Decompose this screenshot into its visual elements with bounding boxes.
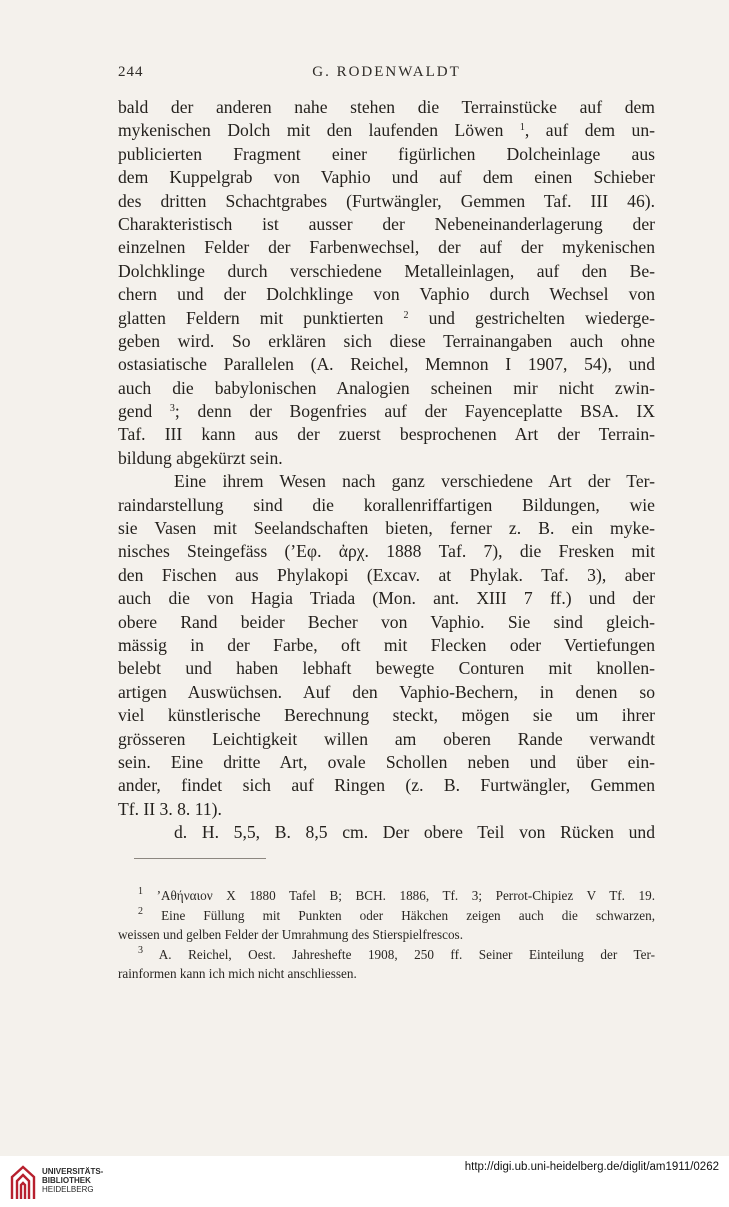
footnote-2-cont: weissen und gelben Felder der Umrahmung des Stierspielfrescos. <box>118 927 463 943</box>
body-text <box>118 96 655 845</box>
page-header <box>118 64 655 86</box>
paragraph-start: d. H. 5,5, B. 8,5 cm. Der obere Teil von Rücken und <box>174 822 655 843</box>
footnote-ref-3: 3 <box>169 403 175 415</box>
university-library-logo-icon <box>8 1163 38 1201</box>
footnote-2: $^2$ Eine Füllung mit Punkten oder Häkchen zeigen auch die schwarzen, <box>138 905 655 923</box>
text-line: bildung abgekürzt sein. <box>118 447 283 468</box>
text-line: auch die von Hagia Triada (Mon. ant. XIII 7 ff.) und der <box>118 588 655 609</box>
text-line: einzelnen Felder der Farbenwechsel, der auf der mykenischen <box>118 237 655 258</box>
text-line: bald der anderen nahe stehen die Terrainstücke auf dem <box>118 97 655 117</box>
text-line: auch die babylonischen Analogien scheinen mir nicht zwin- <box>118 377 655 398</box>
text-line: Dolchklinge durch verschiedene Metalleinlagen, auf den Be- <box>118 260 655 281</box>
footnote-ref-2: 2 <box>403 309 409 321</box>
footnote-3: $^3$ A. Reichel, Oest. Jahreshefte 1908, 250 ff. Seiner Einteilung der Ter- <box>138 944 655 962</box>
page-number: 244 <box>118 64 144 80</box>
footnote-1: $^1$ ’Αθήναιον X 1880 Tafel B; BCH. 1886, Tf. 3; Perrot-Chipiez V Tf. 19. <box>138 886 655 903</box>
text-line: sein. Eine dritte Art, ovale Schollen neben und über ein- <box>118 751 655 772</box>
text-line: viel künstlerische Berechnung steckt, mögen sie um ihrer <box>118 705 655 726</box>
text-line: Tf. II 3. 8. 11). <box>118 798 222 819</box>
text-line: nisches Steingefäss (’Εφ. ἀρχ. 1888 Taf. 7), die Fresken mit <box>118 541 655 562</box>
text-line: artigen Auswüchsen. Auf den Vaphio-Bechern, in denen so <box>118 681 655 702</box>
text-line: grösseren Leichtigkeit willen am oberen Rande verwandt <box>118 728 655 749</box>
text-line: dem Kuppelgrab von Vaphio und auf dem einen Schieber <box>118 167 655 188</box>
text-line: des dritten Schachtgrabes (Furtwängler, Gemmen Taf. III 46). <box>118 190 655 211</box>
text-line: geben wird. So erklären sich diese Terrainangaben auch ohne <box>118 330 655 351</box>
text-line: ostasiatische Parallelen (A. Reichel, Memnon I 1907, 54), und <box>118 354 655 375</box>
text-line: Taf. III kann aus der zuerst besprochenen Art der Terrain- <box>118 424 655 445</box>
institution-name: UNIVERSITÄTS- BIBLIOTHEK HEIDELBERG <box>42 1167 104 1194</box>
footnotes <box>118 886 655 984</box>
text-line: belebt und haben lebhaft bewegte Conturen mit knollen- <box>118 658 655 679</box>
text-line: gend $^3$; denn der Bogenfries auf der Fayenceplatte BSA. IX <box>118 401 656 422</box>
footnote-3-cont: rainformen kann ich mich nicht anschliessen. <box>118 966 357 982</box>
text-line: mykenischen Dolch mit den laufenden Löwen $^1$, auf dem un- <box>118 120 655 141</box>
text-line: mässig in der Farbe, oft mit Flecken oder Vertiefungen <box>118 634 655 655</box>
text-line: publicierten Fragment einer figürlichen Dolcheinlage aus <box>118 143 655 164</box>
text-line: Charakteristisch ist ausser der Nebeneinanderlagerung der <box>118 213 655 234</box>
source-url-link[interactable]: http://digi.ub.uni-heidelberg.de/diglit/am1911/0262 <box>464 1161 719 1173</box>
text-line: obere Rand beider Becher von Vaphio. Sie sind gleich- <box>118 611 655 632</box>
text-line: den Fischen aus Phylakopi (Excav. at Phylak. Taf. 3), aber <box>118 564 655 585</box>
running-head: G. RODENWALDT <box>312 64 461 80</box>
text-line: ander, findet sich auf Ringen (z. B. Furtwängler, Gemmen <box>118 775 655 796</box>
text-line: sie Vasen mit Seelandschaften bieten, ferner z. B. ein myke- <box>118 518 655 539</box>
footnote-ref-1: 1 <box>519 122 525 134</box>
footnote-rule <box>134 858 266 859</box>
text-line: glatten Feldern mit punktierten $^2$ und gestrichelten wiederge- <box>118 307 655 328</box>
text-line: chern und der Dolchklinge von Vaphio durch Wechsel von <box>118 284 655 305</box>
text-line: raindarstellung sind die korallenriffartigen Bildungen, wie <box>118 494 655 515</box>
paragraph-start: Eine ihrem Wesen nach ganz verschiedene Art der Ter- <box>174 471 655 492</box>
